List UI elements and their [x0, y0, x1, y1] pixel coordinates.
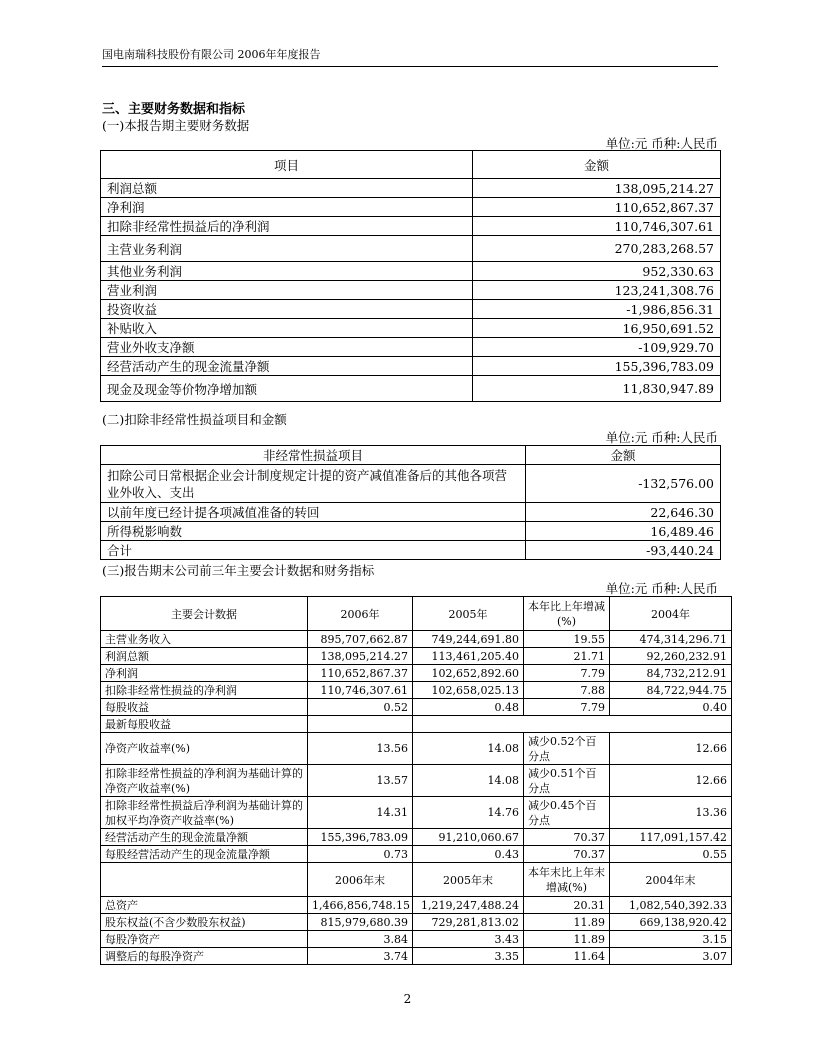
table-header-row: [101, 597, 732, 631]
part3-unit: 单位:元 币种:人民币: [605, 581, 718, 596]
column-header: 2004年末: [610, 863, 732, 897]
row-value: 减少0.51个百分点: [524, 765, 610, 797]
row-value: 669,138,920.42: [610, 914, 732, 931]
column-header: 金额: [526, 446, 721, 465]
row-value: 13.36: [610, 797, 732, 829]
row-value: 729,281,813.02: [413, 914, 524, 931]
row-value: 84,732,212.91: [610, 665, 732, 682]
table-row: [101, 319, 721, 338]
row-value: 155,396,783.09: [473, 357, 721, 376]
row-label: 扣除非经常性损益的净利润: [101, 682, 308, 699]
row-value: 11.89: [524, 914, 610, 931]
part2-unit: 单位:元 币种:人民币: [605, 430, 718, 445]
row-value: 7.88: [524, 682, 610, 699]
table-row: [101, 699, 732, 716]
row-value: 14.08: [413, 733, 524, 765]
table-row: [101, 300, 721, 319]
row-value: 12.66: [610, 765, 732, 797]
empty-cell: [308, 716, 413, 733]
table-row: [101, 648, 732, 665]
row-value: 14.08: [413, 765, 524, 797]
row-value: 减少0.52个百分点: [524, 733, 610, 765]
row-value: 1,466,856,748.15: [308, 897, 413, 914]
row-label: 扣除非经常性损益后净利润为基础计算的加权平均净资产收益率(%): [101, 797, 308, 829]
row-value: 70.37: [524, 846, 610, 863]
three-year-data-table: [100, 596, 732, 965]
table-row: [101, 262, 721, 281]
row-value: -109,929.70: [473, 338, 721, 357]
row-value: 19.55: [524, 631, 610, 648]
column-header: 2005年末: [413, 863, 524, 897]
row-value: 0.48: [413, 699, 524, 716]
row-value: 1,219,247,488.24: [413, 897, 524, 914]
row-value: 70.37: [524, 829, 610, 846]
row-value: 84,722,944.75: [610, 682, 732, 699]
column-header: 非经常性损益项目: [101, 446, 526, 465]
table-row: [101, 897, 732, 914]
column-header: 2005年: [413, 597, 524, 631]
row-label: 营业外收支净额: [101, 338, 473, 357]
table-row: [101, 733, 732, 765]
part2-title: (二)扣除非经常性损益项目和金额: [102, 412, 287, 427]
table-row: [101, 948, 732, 965]
page-header: 国电南瑞科技股份有限公司 2006年年度报告: [102, 46, 718, 67]
row-label: 每股收益: [101, 699, 308, 716]
row-value: 123,241,308.76: [473, 281, 721, 300]
row-value: 113,461,205.40: [413, 648, 524, 665]
table-row: [101, 765, 732, 797]
column-header: 2004年: [610, 597, 732, 631]
row-value: 22,646.30: [526, 503, 721, 522]
row-value: 3.74: [308, 948, 413, 965]
row-value: 749,244,691.80: [413, 631, 524, 648]
row-value: 3.07: [610, 948, 732, 965]
table-row: [101, 198, 721, 217]
row-value: 11.89: [524, 931, 610, 948]
row-label: 合计: [101, 541, 526, 560]
row-value: 21.71: [524, 648, 610, 665]
table-row: [101, 914, 732, 931]
page-number: 2: [403, 992, 412, 1006]
row-label: 扣除公司日常根据企业会计制度规定计提的资产减值准备后的其他各项营业外收入、支出: [101, 465, 526, 503]
row-value: 减少0.45个百分点: [524, 797, 610, 829]
row-value: 155,396,783.09: [308, 829, 413, 846]
row-label: 其他业务利润: [101, 262, 473, 281]
row-label: 现金及现金等价物净增加额: [101, 376, 473, 402]
column-header: 项目: [101, 151, 473, 179]
row-label: 以前年度已经计提各项减值准备的转回: [101, 503, 526, 522]
row-value: -93,440.24: [526, 541, 721, 560]
row-label: 扣除非经常性损益后的净利润: [101, 217, 473, 236]
row-value: 3.84: [308, 931, 413, 948]
column-header: 金额: [473, 151, 721, 179]
column-header: 本年末比上年末增减(%): [524, 863, 610, 897]
row-label: 营业利润: [101, 281, 473, 300]
row-value: 11,830,947.89: [473, 376, 721, 402]
row-value: 12.66: [610, 733, 732, 765]
non-recurring-items-table: [100, 445, 721, 560]
row-value: 91,210,060.67: [413, 829, 524, 846]
row-value: 3.15: [610, 931, 732, 948]
row-label: 每股经营活动产生的现金流量净额: [101, 846, 308, 863]
column-header: [101, 863, 308, 897]
row-label: 补贴收入: [101, 319, 473, 338]
table-row: [101, 541, 721, 560]
row-label: 主营业务利润: [101, 236, 473, 262]
row-value: -132,576.00: [526, 465, 721, 503]
column-header: 2006年: [308, 597, 413, 631]
table-row: [101, 931, 732, 948]
row-label: 调整后的每股净资产: [101, 948, 308, 965]
column-header: 本年比上年增减(%): [524, 597, 610, 631]
row-value: 0.52: [308, 699, 413, 716]
table-row: [101, 522, 721, 541]
row-value: 815,979,680.39: [308, 914, 413, 931]
row-label: 总资产: [101, 897, 308, 914]
row-value: 138,095,214.27: [308, 648, 413, 665]
table-row: [101, 829, 732, 846]
table-row: [101, 631, 732, 648]
part1-title: (一)本报告期主要财务数据: [102, 118, 250, 133]
row-label: 利润总额: [101, 648, 308, 665]
column-header: 2006年末: [308, 863, 413, 897]
table-row: [101, 217, 721, 236]
row-value: 13.57: [308, 765, 413, 797]
table-row: [101, 682, 732, 699]
table-row: [101, 665, 732, 682]
row-value: 7.79: [524, 665, 610, 682]
row-value: 138,095,214.27: [473, 179, 721, 198]
row-label: 主营业务收入: [101, 631, 308, 648]
row-value: 895,707,662.87: [308, 631, 413, 648]
row-value: 102,658,025.13: [413, 682, 524, 699]
row-value: 20.31: [524, 897, 610, 914]
row-value: 474,314,296.71: [610, 631, 732, 648]
row-label: 净资产收益率(%): [101, 733, 308, 765]
table-row: [101, 281, 721, 300]
row-value: 0.55: [610, 846, 732, 863]
row-value: 13.56: [308, 733, 413, 765]
table-row: [101, 716, 732, 733]
row-value: 0.43: [413, 846, 524, 863]
row-value: 270,283,268.57: [473, 236, 721, 262]
row-value: 16,489.46: [526, 522, 721, 541]
row-label: 经营活动产生的现金流量净额: [101, 357, 473, 376]
part3-title: (三)报告期末公司前三年主要会计数据和财务指标: [102, 563, 375, 578]
row-value: 0.73: [308, 846, 413, 863]
row-label: 每股净资产: [101, 931, 308, 948]
table-row: [101, 846, 732, 863]
table-row: [101, 357, 721, 376]
row-value: 110,652,867.37: [473, 198, 721, 217]
row-value: 1,082,540,392.33: [610, 897, 732, 914]
table-row: [101, 465, 721, 503]
row-label: 净利润: [101, 665, 308, 682]
row-label: 投资收益: [101, 300, 473, 319]
row-value: 14.76: [413, 797, 524, 829]
row-label: 最新每股收益: [101, 716, 308, 733]
table-row: [101, 376, 721, 402]
row-value: 0.40: [610, 699, 732, 716]
row-value: 11.64: [524, 948, 610, 965]
row-label: 经营活动产生的现金流量净额: [101, 829, 308, 846]
table-row: [101, 338, 721, 357]
section-title: 三、主要财务数据和指标: [102, 102, 246, 117]
row-value: 16,950,691.52: [473, 319, 721, 338]
table-row: [101, 179, 721, 198]
row-value: 110,746,307.61: [308, 682, 413, 699]
column-header: 主要会计数据: [101, 597, 308, 631]
row-value: 14.31: [308, 797, 413, 829]
row-value: 3.43: [413, 931, 524, 948]
row-label: 股东权益(不含少数股东权益): [101, 914, 308, 931]
row-value: 102,652,892.60: [413, 665, 524, 682]
table-row: [101, 797, 732, 829]
row-value: 110,746,307.61: [473, 217, 721, 236]
row-value: 7.79: [524, 699, 610, 716]
row-label: 所得税影响数: [101, 522, 526, 541]
row-value: -1,986,856.31: [473, 300, 721, 319]
row-value: 110,652,867.37: [308, 665, 413, 682]
row-value: 117,091,157.42: [610, 829, 732, 846]
row-label: 扣除非经常性损益的净利润为基础计算的净资产收益率(%): [101, 765, 308, 797]
table-row: [101, 503, 721, 522]
empty-cell: [413, 716, 732, 733]
table-row: [101, 236, 721, 262]
main-financial-data-table: [100, 150, 721, 402]
row-value: 92,260,232.91: [610, 648, 732, 665]
row-value: 952,330.63: [473, 262, 721, 281]
row-label: 净利润: [101, 198, 473, 217]
table-header-row: [101, 863, 732, 897]
part1-unit: 单位:元 币种:人民币: [605, 136, 718, 151]
row-label: 利润总额: [101, 179, 473, 198]
row-value: 3.35: [413, 948, 524, 965]
